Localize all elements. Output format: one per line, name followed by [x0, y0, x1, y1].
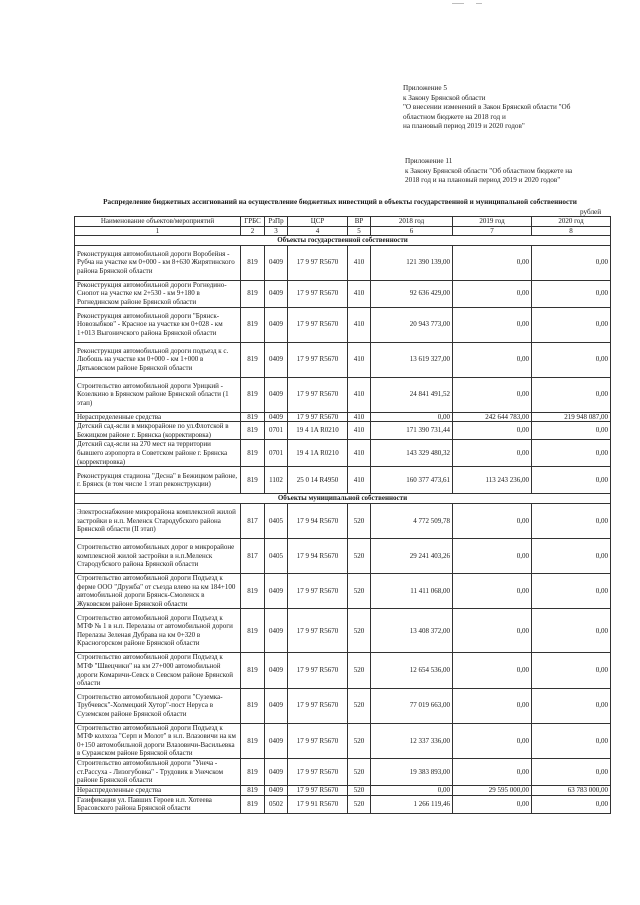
vr-cell: 410	[348, 245, 371, 280]
amount-2019-cell: 0,00	[453, 503, 532, 538]
object-name-cell: Реконструкция автомобильной дороги "Брянск-Новозыбков" - Красное на участке км 0+028 - км 1+013 Выгоничского района Брянской области	[75, 307, 241, 342]
appendix-5-line: областном бюджете на 2018 год и	[403, 112, 506, 121]
amount-2019-cell: 0,00	[453, 573, 532, 608]
grbs-cell: 819	[241, 609, 265, 653]
amount-2018-cell: 171 390 731,44	[371, 422, 453, 440]
table-row	[75, 795, 611, 813]
rzpr-cell: 0409	[265, 412, 288, 422]
section-row	[75, 236, 611, 246]
grbs-cell: 819	[241, 573, 265, 608]
amount-2020-cell: 0,00	[532, 653, 611, 688]
amount-2018-cell: 0,00	[371, 412, 453, 422]
vr-cell: 410	[348, 342, 371, 377]
grbs-cell: 819	[241, 422, 265, 440]
amount-2020-cell: 0,00	[532, 245, 611, 280]
table-row	[75, 422, 611, 440]
grbs-cell: 819	[241, 467, 265, 494]
rzpr-cell: 0405	[265, 503, 288, 538]
amount-2018-cell: 143 329 480,32	[371, 440, 453, 467]
amount-2019-cell: 0,00	[453, 245, 532, 280]
amount-2018-cell: 92 636 429,00	[371, 280, 453, 307]
column-header: Наименование объектов/мероприятий	[75, 217, 241, 227]
table-row	[75, 440, 611, 467]
column-number: 4	[288, 226, 348, 236]
vr-cell: 520	[348, 786, 371, 796]
amount-2018-cell: 12 654 536,00	[371, 653, 453, 688]
amount-2019-cell: 0,00	[453, 422, 532, 440]
grbs-cell: 819	[241, 786, 265, 796]
amount-2019-cell: 242 644 783,00	[453, 412, 532, 422]
rzpr-cell: 0701	[265, 440, 288, 467]
column-header: ГРБС	[241, 217, 265, 227]
rzpr-cell: 1102	[265, 467, 288, 494]
object-name-cell: Детский сад-ясли на 270 мест на территории бывшего аэропорта в Советском районе г. Брянска (корректировка)	[75, 440, 241, 467]
table-row	[75, 245, 611, 280]
appendix-5-header	[403, 84, 570, 132]
amount-2018-cell: 0,00	[371, 786, 453, 796]
document-title: Распределение бюджетных ассигнований на осуществление бюджетных инвестиций в объекты государственной и муниципальной собственности	[103, 198, 577, 206]
object-name-cell: Реконструкция автомобильной дороги подъезд к с. Любошь на участке км 0+000 - км 1+000 в Дятьковском районе Брянской области	[75, 342, 241, 377]
csr-cell: 17 9 97 R5670	[288, 759, 348, 786]
amount-2019-cell: 0,00	[453, 377, 532, 412]
column-number: 8	[532, 226, 611, 236]
appendix-5-line: к Закону Брянской области	[403, 93, 486, 102]
vr-cell: 410	[348, 440, 371, 467]
object-name-cell: Строительство автомобильной дороги Подъезд к МТФ № 1 в н.п. Перелазы от автомобильной дороги Перелазы Зеленая Дубрава на км 0+320 в Красногорском районе Брянской области	[75, 609, 241, 653]
table-row	[75, 688, 611, 723]
vr-cell: 520	[348, 503, 371, 538]
amount-2018-cell: 13 619 327,00	[371, 342, 453, 377]
scan-mark	[476, 3, 482, 4]
column-header: 2020 год	[532, 217, 611, 227]
column-header: ВР	[348, 217, 371, 227]
grbs-cell: 819	[241, 245, 265, 280]
rzpr-cell: 0409	[265, 342, 288, 377]
investment-table	[74, 216, 611, 814]
amount-2020-cell: 219 948 087,00	[532, 412, 611, 422]
amount-2020-cell: 0,00	[532, 759, 611, 786]
table-row	[75, 759, 611, 786]
grbs-cell: 819	[241, 653, 265, 688]
table-row	[75, 503, 611, 538]
column-header: ЦСР	[288, 217, 348, 227]
table-row	[75, 377, 611, 412]
csr-cell: 17 9 94 R5670	[288, 538, 348, 573]
table-row	[75, 653, 611, 688]
rzpr-cell: 0409	[265, 786, 288, 796]
amount-2020-cell: 0,00	[532, 688, 611, 723]
vr-cell: 520	[348, 609, 371, 653]
column-number: 1	[75, 226, 241, 236]
column-number: 7	[453, 226, 532, 236]
rzpr-cell: 0701	[265, 422, 288, 440]
vr-cell: 520	[348, 538, 371, 573]
object-name-cell: Реконструкция автомобильной дороги Воробейня - Рубча на участке км 0+000 - км 8+630 Жирятинского района Брянской области	[75, 245, 241, 280]
vr-cell: 410	[348, 307, 371, 342]
amount-2020-cell: 0,00	[532, 723, 611, 758]
csr-cell: 17 9 94 R5670	[288, 503, 348, 538]
amount-2018-cell: 29 241 403,26	[371, 538, 453, 573]
amount-2018-cell: 4 772 509,78	[371, 503, 453, 538]
object-name-cell: Детский сад-ясли в микрорайоне по ул.Флотской в Бежицком районе г. Брянска (корректировка)	[75, 422, 241, 440]
csr-cell: 19 4 1A R0210	[288, 440, 348, 467]
column-number: 2	[241, 226, 265, 236]
amount-2018-cell: 160 377 473,61	[371, 467, 453, 494]
object-name-cell: Строительство автомобильной дороги Подъезд к МТФ "Швецчики" на км 27+000 автомобильной дороги Комаричи-Севск в Севском районе Брянской области	[75, 653, 241, 688]
amount-2018-cell: 24 841 491,52	[371, 377, 453, 412]
amount-2019-cell: 0,00	[453, 440, 532, 467]
grbs-cell: 819	[241, 280, 265, 307]
column-number: 3	[265, 226, 288, 236]
amount-2020-cell: 0,00	[532, 467, 611, 494]
csr-cell: 17 9 97 R5670	[288, 307, 348, 342]
amount-2020-cell: 0,00	[532, 342, 611, 377]
grbs-cell: 817	[241, 503, 265, 538]
object-name-cell: Нераспределенные средства	[75, 786, 241, 796]
rzpr-cell: 0409	[265, 573, 288, 608]
csr-cell: 17 9 97 R5670	[288, 412, 348, 422]
rzpr-cell: 0405	[265, 538, 288, 573]
amount-2020-cell: 0,00	[532, 307, 611, 342]
csr-cell: 17 9 97 R5670	[288, 280, 348, 307]
amount-2018-cell: 13 408 372,00	[371, 609, 453, 653]
grbs-cell: 819	[241, 440, 265, 467]
amount-2019-cell: 0,00	[453, 342, 532, 377]
table-row	[75, 573, 611, 608]
amount-2020-cell: 0,00	[532, 538, 611, 573]
vr-cell: 410	[348, 280, 371, 307]
object-name-cell: Строительство автомобильных дорог в микрорайоне комплексной жилой застройки в н.п.Меленск Стародубского района Брянской области	[75, 538, 241, 573]
amount-2020-cell: 0,00	[532, 440, 611, 467]
amount-2020-cell: 0,00	[532, 573, 611, 608]
vr-cell: 520	[348, 688, 371, 723]
csr-cell: 19 4 1A R0210	[288, 422, 348, 440]
scan-mark	[452, 3, 464, 4]
csr-cell: 17 9 97 R5670	[288, 245, 348, 280]
csr-cell: 17 9 91 R5670	[288, 795, 348, 813]
amount-2019-cell: 0,00	[453, 538, 532, 573]
grbs-cell: 817	[241, 538, 265, 573]
table-row	[75, 412, 611, 422]
csr-cell: 17 9 97 R5670	[288, 653, 348, 688]
rzpr-cell: 0409	[265, 609, 288, 653]
grbs-cell: 819	[241, 342, 265, 377]
amount-2019-cell: 0,00	[453, 609, 532, 653]
amount-2020-cell: 0,00	[532, 795, 611, 813]
table-row	[75, 342, 611, 377]
amount-2020-cell: 0,00	[532, 280, 611, 307]
vr-cell: 520	[348, 573, 371, 608]
grbs-cell: 819	[241, 412, 265, 422]
appendix-11-line: 2018 год и на плановый период 2019 и 2020 годов"	[405, 176, 561, 185]
column-number: 6	[371, 226, 453, 236]
column-number-row	[75, 226, 611, 236]
table-row	[75, 786, 611, 796]
amount-2019-cell: 0,00	[453, 723, 532, 758]
amount-2019-cell: 0,00	[453, 795, 532, 813]
object-name-cell: Строительство автомобильной дороги Урицкий - Козелкино в Брянском районе Брянской области (1 этап)	[75, 377, 241, 412]
table-row	[75, 280, 611, 307]
vr-cell: 520	[348, 723, 371, 758]
rzpr-cell: 0409	[265, 307, 288, 342]
amount-2019-cell: 0,00	[453, 653, 532, 688]
appendix-5-line: на плановый период 2019 и 2020 годов"	[403, 122, 525, 131]
vr-cell: 410	[348, 412, 371, 422]
column-number: 5	[348, 226, 371, 236]
amount-2020-cell: 0,00	[532, 609, 611, 653]
csr-cell: 17 9 97 R5670	[288, 573, 348, 608]
object-name-cell: Электроснабжение микрорайона комплексной жилой застройки в н.п. Меленск Стародубского района Брянской области (II этап)	[75, 503, 241, 538]
grbs-cell: 819	[241, 795, 265, 813]
vr-cell: 520	[348, 795, 371, 813]
section-row	[75, 494, 611, 504]
appendix-5-line: "О внесении изменений в Закон Брянской области "Об	[403, 103, 571, 112]
appendix-5-line: Приложение 5	[403, 84, 447, 92]
csr-cell: 17 9 97 R5670	[288, 688, 348, 723]
grbs-cell: 819	[241, 723, 265, 758]
grbs-cell: 819	[241, 759, 265, 786]
rzpr-cell: 0409	[265, 653, 288, 688]
rzpr-cell: 0409	[265, 280, 288, 307]
object-name-cell: Реконструкция стадиона "Десна" в Бежицком районе, г. Брянск (в том числе 1 этап реконструкции)	[75, 467, 241, 494]
csr-cell: 25 0 14 R4950	[288, 467, 348, 494]
amount-2018-cell: 121 390 139,00	[371, 245, 453, 280]
object-name-cell: Строительство автомобильной дороги "Суземка-Трубчевск"-Холмецкий Хутор"-пост Неруса в Суземском районе Брянской области	[75, 688, 241, 723]
object-name-cell: Нераспределенные средства	[75, 412, 241, 422]
amount-2020-cell: 0,00	[532, 503, 611, 538]
grbs-cell: 819	[241, 377, 265, 412]
object-name-cell: Газификация ул. Павших Героев н.п. Хотеева Брасовского района Брянской области	[75, 795, 241, 813]
vr-cell: 410	[348, 467, 371, 494]
object-name-cell: Реконструкция автомобильной дороги Рогнедино-Снопот на участке км 2+530 - км 9+180 в Рогнединском районе Брянской области	[75, 280, 241, 307]
amount-2018-cell: 19 383 893,00	[371, 759, 453, 786]
currency-unit: рублей	[580, 208, 602, 216]
amount-2019-cell: 113 243 236,00	[453, 467, 532, 494]
table-row	[75, 609, 611, 653]
rzpr-cell: 0409	[265, 759, 288, 786]
vr-cell: 410	[348, 377, 371, 412]
object-name-cell: Строительство автомобильной дороги "Унеча - ст.Рассуха - Лизогубовка" - Трудовик в Унечском районе Брянской области	[75, 759, 241, 786]
object-name-cell: Строительство автомобильной дороги Подъезд к ферме ООО "Дружба" от съезда влево на км 184+100 автомобильной дороги Брянск-Смоленск в Жуковском районе Брянской области	[75, 573, 241, 608]
column-header: 2019 год	[453, 217, 532, 227]
rzpr-cell: 0409	[265, 377, 288, 412]
rzpr-cell: 0409	[265, 245, 288, 280]
appendix-11-header	[405, 157, 572, 186]
amount-2019-cell: 29 595 000,00	[453, 786, 532, 796]
amount-2019-cell: 0,00	[453, 688, 532, 723]
csr-cell: 17 9 97 R5670	[288, 609, 348, 653]
amount-2020-cell: 0,00	[532, 422, 611, 440]
header-row	[75, 217, 611, 227]
csr-cell: 17 9 97 R5670	[288, 342, 348, 377]
section-municipal-property: Объекты муниципальной собственности	[75, 494, 611, 504]
amount-2020-cell: 0,00	[532, 377, 611, 412]
amount-2018-cell: 11 411 068,00	[371, 573, 453, 608]
rzpr-cell: 0409	[265, 723, 288, 758]
table-row	[75, 307, 611, 342]
grbs-cell: 819	[241, 307, 265, 342]
table-row	[75, 723, 611, 758]
appendix-11-line: к Закону Брянской области "Об областном бюджете на	[405, 166, 573, 175]
grbs-cell: 819	[241, 688, 265, 723]
rzpr-cell: 0502	[265, 795, 288, 813]
vr-cell: 520	[348, 759, 371, 786]
amount-2020-cell: 63 783 000,00	[532, 786, 611, 796]
column-header: 2018 год	[371, 217, 453, 227]
amount-2018-cell: 77 019 663,00	[371, 688, 453, 723]
section-state-property: Объекты государственной собственности	[75, 236, 611, 246]
object-name-cell: Строительство автомобильной дороги Подъезд к МТФ колхоза "Серп и Молот" в н.п. Влазовичи на км 0+150 автомобильной дороги Влазовичи-Васильевка в Суражском районе Брянской области	[75, 723, 241, 758]
appendix-11-line: Приложение 11	[405, 157, 453, 165]
amount-2019-cell: 0,00	[453, 307, 532, 342]
rzpr-cell: 0409	[265, 688, 288, 723]
vr-cell: 410	[348, 422, 371, 440]
column-header: РзПр	[265, 217, 288, 227]
amount-2018-cell: 1 266 119,46	[371, 795, 453, 813]
csr-cell: 17 9 97 R5670	[288, 786, 348, 796]
amount-2018-cell: 12 337 336,00	[371, 723, 453, 758]
amount-2019-cell: 0,00	[453, 280, 532, 307]
amount-2018-cell: 20 943 773,00	[371, 307, 453, 342]
table-row	[75, 538, 611, 573]
table-row	[75, 467, 611, 494]
csr-cell: 17 9 97 R5670	[288, 723, 348, 758]
amount-2019-cell: 0,00	[453, 759, 532, 786]
csr-cell: 17 9 97 R5670	[288, 377, 348, 412]
vr-cell: 520	[348, 653, 371, 688]
